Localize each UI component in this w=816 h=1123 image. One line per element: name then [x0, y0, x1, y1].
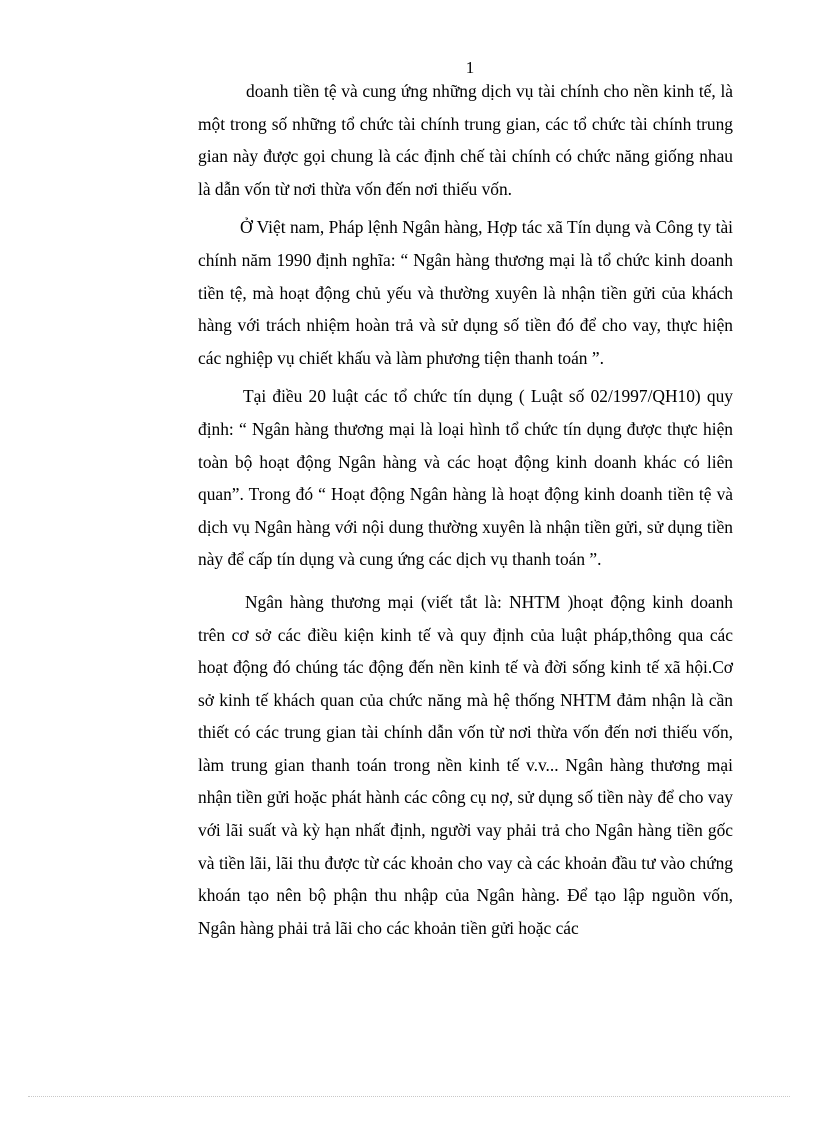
paragraph-4: Ngân hàng thương mại (viết tắt là: NHTM )hoạt động kinh doanh trên cơ sở các điều kiện kinh tế và quy định của luật pháp,thông qua các hoạt động đó chúng tác động đến nền kinh tế và đời sống kinh tế xã hội.Cơ sở kinh tế khách quan của chức năng mà hệ thống NHTM đảm nhận là cần thiết có các trung gian tài chính dẫn vốn từ nơi thừa vốn đến nơi thiếu vốn, làm trung gian thanh toán trong nền kinh tế v.v... Ngân hàng thương mại nhận tiền gửi hoặc phát hành các công cụ nợ, sử dụng số tiền này để cho vay với lãi suất và kỳ hạn nhất định, người vay phải trả cho Ngân hàng tiền gốc và tiền lãi, lãi thu được từ các khoản cho vay cà các khoản đầu tư vào chứng khoán tạo nên bộ phận thu nhập của Ngân hàng. Để tạo lập nguồn vốn, Ngân hàng phải trả lãi cho các khoản tiền gửi hoặc các — [198, 591, 733, 938]
document-body — [198, 75, 733, 944]
paragraph-1: doanh tiền tệ và cung ứng những dịch vụ tài chính cho nền kinh tế, là một trong số những tổ chức tài chính trung gian, các tổ chức tài chính trung gian này được gọi chung là các định chế tài chính có chức năng giống nhau là dẫn vốn từ nơi thừa vốn đến nơi thiếu vốn. — [198, 81, 733, 199]
page-bottom-divider — [28, 1096, 790, 1097]
page-number: 1 — [465, 58, 475, 77]
paragraph-3: Tại điều 20 luật các tổ chức tín dụng ( Luật số 02/1997/QH10) quy định: “ Ngân hàng thương mại là loại hình tổ chức tín dụng được thực hiện toàn bộ hoạt động Ngân hàng và các hoạt động kinh doanh khác có liên quan”. Trong đó “ Hoạt động Ngân hàng là hoạt động kinh doanh tiền tệ và dịch vụ Ngân hàng với nội dung thường xuyên là nhận tiền gửi, sử dụng tiền này để cấp tín dụng và cung ứng các dịch vụ thanh toán ”. — [198, 386, 733, 570]
paragraph-2: Ở Việt nam, Pháp lệnh Ngân hàng, Hợp tác xã Tín dụng và Công ty tài chính năm 1990 định nghĩa: “ Ngân hàng thương mại là tổ chức kinh doanh tiền tệ, mà hoạt động chủ yếu và thường xuyên là nhận tiền gửi của khách hàng với trách nhiệm hoàn trả và sử dụng số tiền đó để cho vay, thực hiện các nghiệp vụ chiết khấu và làm phương tiện thanh toán ”. — [198, 217, 733, 368]
